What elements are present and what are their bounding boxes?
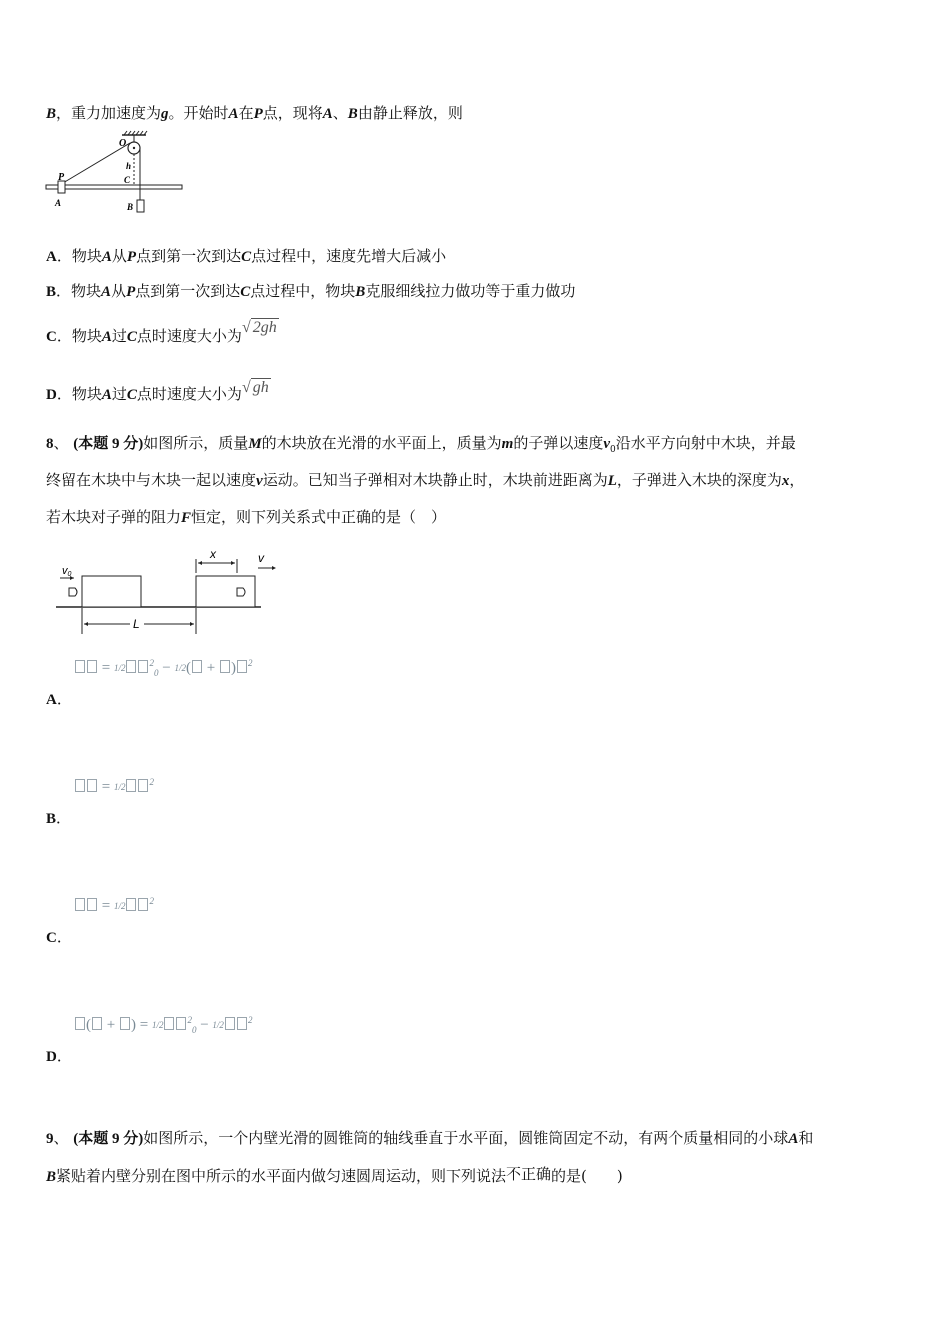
text: 点时速度大小为: [136, 385, 242, 403]
var: A: [101, 284, 112, 300]
q8-stem-line-2: [46, 469, 804, 490]
text: ．: [56, 247, 72, 265]
text: 在: [238, 104, 254, 122]
var: v: [256, 473, 263, 489]
var: P: [126, 284, 136, 300]
option-letter: C: [46, 930, 57, 946]
var: A: [788, 1131, 799, 1147]
text: 紧贴着内壁分别在图中所示的水平面内做匀速圆周运动，则下列说法: [56, 1167, 507, 1185]
label-x: x: [210, 547, 216, 561]
q8-stem-line-1: [46, 432, 796, 455]
text: 从: [111, 247, 127, 265]
bullet-block-figure: [52, 546, 282, 638]
var: A: [101, 329, 112, 345]
minus: −: [162, 660, 171, 676]
frac: 1/2: [113, 901, 126, 911]
paren: ): [130, 1017, 136, 1033]
text: 、: [53, 1129, 69, 1147]
eq: =: [139, 1017, 149, 1033]
text: 由静止释放，则: [357, 104, 463, 122]
var: B: [46, 1169, 57, 1185]
option-letter: B: [46, 811, 57, 827]
var: M: [248, 436, 262, 452]
label-c: C: [124, 175, 131, 185]
text: 如图所示，一个内壁光滑的圆锥筒的轴线垂直于水平面，圆锥筒固定不动，有两个质量相同的小球: [143, 1129, 789, 1147]
label-v0-main: v: [62, 565, 68, 577]
var: B: [355, 284, 366, 300]
text: ．: [56, 928, 72, 946]
frac: 1/2: [174, 663, 186, 673]
var: x: [781, 473, 790, 489]
text: ．: [56, 385, 72, 403]
eq: =: [101, 779, 111, 795]
var: m: [501, 436, 514, 452]
text: ，子弹进入木块的深度为: [616, 471, 782, 489]
plus: +: [206, 660, 216, 676]
text: 终留在木块中与木块一起以速度: [46, 471, 257, 489]
var-b: B: [46, 106, 57, 122]
text: ，重力加速度为: [56, 104, 162, 122]
q7-intro: [46, 102, 463, 123]
text: 从: [111, 282, 127, 300]
exp: 2: [149, 658, 154, 668]
paren: (: [86, 1017, 91, 1033]
text: 物块: [71, 247, 102, 265]
exp: 2: [247, 658, 253, 668]
sub: 0: [191, 1025, 197, 1035]
question-number: 8: [46, 436, 54, 452]
text: 若木块对子弹的阻力: [46, 508, 182, 526]
option-letter: A: [46, 692, 57, 708]
question-score: (本题 9 分): [73, 436, 144, 452]
option-letter: C: [46, 329, 57, 345]
q8-formula-b: [74, 777, 154, 796]
text: 点过程中，物块: [250, 282, 356, 300]
text: 的子弹以速度: [513, 434, 604, 452]
q9-stem-line-1: [46, 1127, 813, 1148]
text: 点时速度大小为: [136, 327, 242, 345]
label-b: B: [127, 202, 134, 212]
eq: =: [101, 660, 111, 676]
plus: +: [106, 1017, 116, 1033]
question-score: (本题 9 分): [73, 1131, 144, 1147]
eq: =: [101, 898, 111, 914]
var: v: [603, 436, 611, 452]
text: 过: [111, 327, 127, 345]
text: 物块: [71, 327, 102, 345]
sqrt-expression: √ gh: [241, 379, 269, 396]
var: A: [101, 387, 112, 403]
label-o: O: [119, 138, 127, 149]
label-h: h: [126, 161, 132, 171]
subscript: 0: [610, 445, 616, 455]
label-a: A: [55, 198, 62, 208]
text: 点到第一次到达: [135, 282, 241, 300]
minus: −: [200, 1017, 209, 1033]
text: ．: [56, 690, 72, 708]
text: 的是( ): [551, 1167, 623, 1185]
question-number: 9: [46, 1131, 54, 1147]
text: 的木块放在光滑的水平面上，质量为: [261, 434, 502, 452]
paren: (: [185, 660, 191, 676]
var-b: B: [347, 106, 358, 122]
sub: 0: [153, 668, 159, 678]
frac: 1/2: [113, 663, 126, 673]
radicand: gh: [252, 379, 269, 396]
var: C: [241, 249, 252, 265]
exp: 2: [187, 1015, 192, 1025]
text: 、: [53, 434, 69, 452]
text: 、: [332, 104, 348, 122]
exp: 2: [149, 896, 154, 906]
text: 点过程中，速度先增大后减小: [251, 247, 447, 265]
label-v: v: [258, 551, 264, 565]
label-l: L: [133, 617, 140, 631]
q8-formula-c: [74, 896, 154, 915]
option-letter: A: [46, 249, 57, 265]
label-v0-sub: 0: [67, 571, 72, 578]
sqrt-expression: √ 2gh: [241, 319, 277, 336]
text: 沿水平方向射中木块，并最: [615, 434, 796, 452]
text: 恒定，则下列关系式中正确的是（ ）: [191, 508, 447, 526]
q8-stem-line-3: [46, 506, 446, 527]
var: C: [240, 284, 251, 300]
q7-option-c: [46, 319, 279, 346]
exp: 2: [247, 1015, 253, 1025]
text: 运动。已知当子弹相对木块静止时，木块前进距离为: [262, 471, 608, 489]
text: 物块: [71, 282, 102, 300]
paren: ): [230, 660, 236, 676]
var-g: g: [161, 106, 169, 122]
frac: 1/2: [212, 1020, 224, 1030]
text: 和: [798, 1129, 814, 1147]
q7-option-a: [46, 245, 446, 266]
exp: 2: [149, 777, 154, 787]
text: 。开始时: [168, 104, 229, 122]
q9-stem-line-2: [46, 1165, 623, 1186]
var-a: A: [228, 106, 239, 122]
var: P: [126, 249, 137, 265]
text: ．: [56, 282, 72, 300]
var: C: [126, 387, 137, 403]
text: 点到第一次到达: [136, 247, 242, 265]
label-v0: [62, 565, 72, 578]
radicand: 2gh: [252, 319, 277, 336]
var-a: A: [322, 106, 333, 122]
option-letter: D: [46, 1049, 57, 1065]
var: A: [101, 249, 112, 265]
q8-formula-d: [74, 1015, 252, 1035]
text: ．: [56, 1047, 72, 1065]
var-p: P: [253, 106, 263, 122]
label-p: P: [58, 172, 65, 183]
frac: 1/2: [151, 1020, 164, 1030]
q8-option-a: [46, 688, 72, 709]
option-letter: B: [46, 284, 57, 300]
frac: 1/2: [113, 782, 126, 792]
pulley-figure: [44, 128, 186, 218]
text: 过: [111, 385, 127, 403]
var: L: [607, 473, 617, 489]
q8-option-c: [46, 926, 72, 947]
q8-option-b: [46, 807, 71, 828]
text: 克服细线拉力做功等于重力做功: [365, 282, 576, 300]
text: 物块: [71, 385, 102, 403]
q7-option-b: [46, 280, 575, 301]
var: C: [126, 329, 137, 345]
option-letter: D: [46, 387, 57, 403]
text: ．: [56, 327, 72, 345]
text: ．: [56, 809, 72, 827]
q8-option-d: [46, 1045, 72, 1066]
text: ，: [789, 471, 805, 489]
text: 如图所示，质量: [143, 434, 249, 452]
q7-option-d: [46, 379, 271, 404]
text: 点，现将: [262, 104, 323, 122]
q8-formula-a: [74, 658, 252, 678]
var: F: [181, 510, 192, 526]
emphasis: 不正确: [506, 1165, 552, 1183]
